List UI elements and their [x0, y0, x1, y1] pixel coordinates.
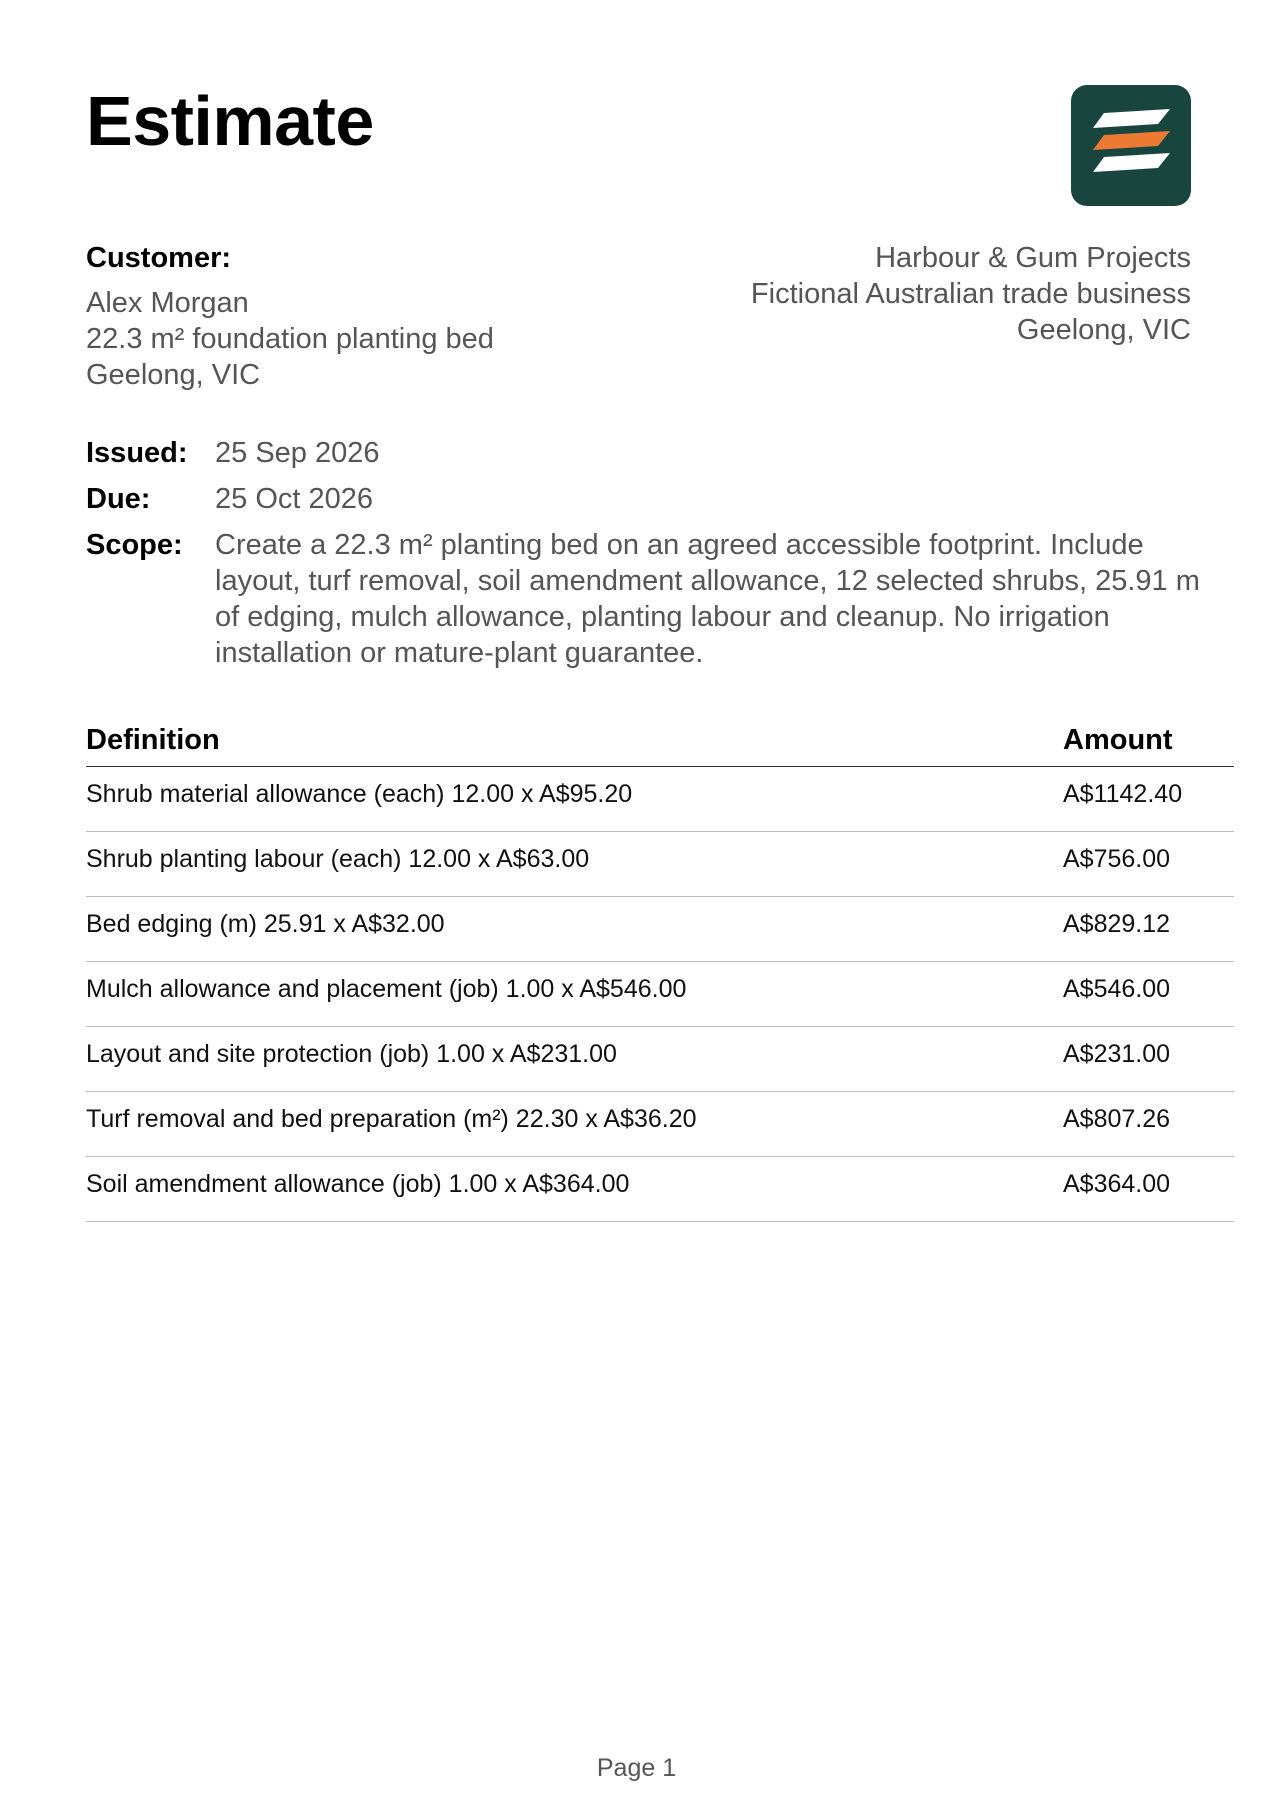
company-logo-icon [1071, 85, 1191, 206]
table-row [86, 897, 1234, 962]
table-row [86, 1027, 1234, 1092]
scope-label: Scope: [86, 529, 183, 561]
definition-column-header: Definition [86, 724, 220, 756]
company-details [751, 240, 1191, 348]
table-row [86, 962, 1234, 1027]
due-date: 25 Oct 2026 [215, 483, 373, 515]
item-amount: A$364.00 [1063, 1170, 1171, 1198]
amount-column-header: Amount [1063, 724, 1173, 756]
customer-details [86, 285, 494, 393]
item-definition: Mulch allowance and placement (job) 1.00 x A$546.00 [86, 975, 687, 1003]
item-amount: A$756.00 [1063, 845, 1171, 873]
company-name: Harbour & Gum Projects [875, 242, 1191, 274]
page-number: Page 1 [596, 1754, 677, 1782]
item-definition: Soil amendment allowance (job) 1.00 x A$364.00 [86, 1170, 630, 1198]
company-description: Fictional Australian trade business [750, 278, 1191, 310]
issued-label: Issued: [86, 437, 188, 469]
item-amount: A$829.12 [1063, 910, 1171, 938]
line-items-table [86, 722, 1234, 1222]
issued-date: 25 Sep 2026 [215, 437, 380, 469]
document-title: Estimate [86, 82, 374, 160]
table-row [86, 1157, 1234, 1222]
item-amount: A$1142.40 [1063, 780, 1183, 808]
due-label: Due: [86, 483, 151, 515]
scope-text: Create a 22.3 m² planting bed on an agreed accessible footprint. Include layout, turf removal, soil amendment allowance, 12 selected shrubs, 25.91 m of edging, mulch allowance, planting labour and cleanup. No irrigation installation or mature-plant guarantee. [215, 529, 1200, 669]
item-definition: Shrub material allowance (each) 12.00 x A$95.20 [86, 780, 633, 808]
item-amount: A$231.00 [1063, 1040, 1171, 1068]
table-row [86, 1092, 1234, 1157]
customer-label: Customer: [86, 242, 232, 274]
item-definition: Shrub planting labour (each) 12.00 x A$63.00 [86, 845, 590, 873]
company-location: Geelong, VIC [1016, 314, 1191, 346]
table-header [86, 722, 1234, 767]
item-amount: A$546.00 [1063, 975, 1171, 1003]
item-definition: Turf removal and bed preparation (m²) 22.30 x A$36.20 [86, 1105, 697, 1133]
customer-project: 22.3 m² foundation planting bed [86, 323, 494, 355]
customer-location: Geelong, VIC [86, 359, 261, 391]
table-row [86, 832, 1234, 897]
table-row [86, 767, 1234, 832]
item-definition: Layout and site protection (job) 1.00 x A$231.00 [86, 1040, 617, 1068]
customer-name: Alex Morgan [86, 287, 249, 319]
item-definition: Bed edging (m) 25.91 x A$32.00 [86, 910, 445, 938]
item-amount: A$807.26 [1063, 1105, 1171, 1133]
